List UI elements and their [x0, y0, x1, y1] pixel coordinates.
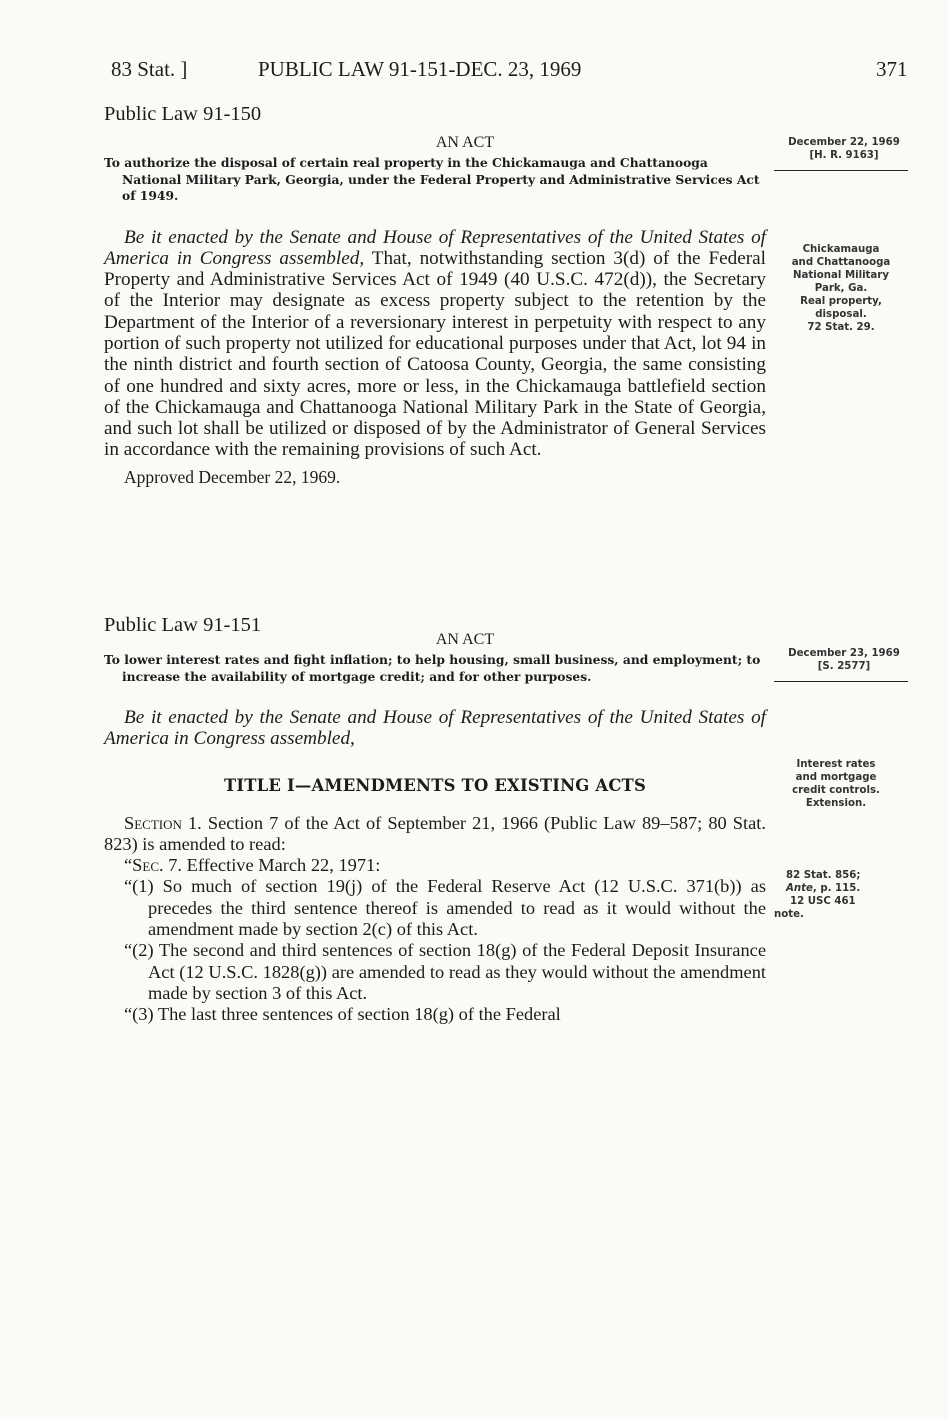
running-head: PUBLIC LAW 91-151-DEC. 23, 1969 [258, 57, 582, 81]
act-body-text: That, notwithstanding section 3(d) of the Federal Property and Administrative Services Act of 1949 (40 U.S.C. 472(d)), the Secretary of the Interior may designate as excess property subject to the retention by the Department of the Interior of a reversionary interest in perpetuity with respect to any portion of such property not utilized for educational purposes under that Act, lot 94 in the ninth district and fourth section of Catoosa County, Georgia, the same consisting of one hundred and sixty acres, more or less, in the Chickamauga battlefield section of the Chickamauga and Chattanooga National Military Park in the State of Georgia, and such lot shall be utilized or disposed of by the Administrator of General Services in accordance with the remaining provisions of such Act. [104, 247, 767, 461]
volume-citation: 83 Stat. ] [111, 57, 188, 81]
law-91-150 [104, 103, 766, 488]
paragraph-1: “(1) So much of section 19(j) of the Federal Reserve Act (12 U.S.C. 371(b)) as precedes the third sentence thereof is amended to read as it would without the amendment made by section 2(c) of this Act. [124, 876, 766, 940]
law-title: Public Law 91-150 [104, 103, 262, 125]
sec-7: “Sec. 7. Effective March 22, 1971: [124, 855, 381, 876]
act-heading: AN ACT [435, 631, 495, 648]
act-heading: AN ACT [435, 134, 495, 151]
enacting-clause: Be it enacted by the Senate and House of Representatives of the United States of America in Congress assembled, [104, 226, 766, 269]
margin-notes-3: 82 Stat. 856; Ante, p. 115. 12 USC 461 note. [774, 870, 861, 920]
margin-date-2: December 23, 1969 [S. 2577] [788, 648, 900, 672]
page-number: 371 [876, 57, 908, 81]
section-1: Section 1. Section 7 of the Act of September 21, 1966 (Public Law 89–587; 80 Stat. 823) is amended to read: [104, 812, 766, 854]
law-91-151 [104, 614, 766, 1026]
act-purpose: To lower interest rates and fight inflation; to help housing, small business, and employment; to increase the availability of mortgage credit; and for other purposes. [104, 652, 761, 684]
law-title: Public Law 91-151 [104, 614, 262, 636]
margin-rule [774, 170, 908, 171]
act-body [104, 227, 766, 461]
paragraph-3: “(3) The last three sentences of section 18(g) of the Federal [124, 1004, 561, 1025]
margin-notes-1: Chickamauga and Chattanooga National Military Park, Ga. Real property, disposal. 72 Stat. 29. [791, 244, 891, 333]
title-heading: TITLE I—AMENDMENTS TO EXISTING ACTS [224, 775, 646, 795]
margin-rule [774, 681, 908, 682]
margin-date-1: December 22, 1969 [H. R. 9163] [788, 137, 900, 161]
approval-date: Approved December 22, 1969. [124, 466, 341, 487]
margin-notes-2: Interest rates and mortgage credit controls. Extension. [792, 759, 880, 809]
act-purpose: To authorize the disposal of certain real property in the Chickamauga and Chattanooga National Military Park, Georgia, under the Federal Property and Administrative Services Act of 1949. [104, 155, 760, 203]
enacting-clause: Be it enacted by the Senate and House of Representatives of the United States of America in Congress assembled, [104, 707, 766, 750]
paragraph-2: “(2) The second and third sentences of section 18(g) of the Federal Deposit Insurance Act (12 U.S.C. 1828(g)) are amended to read as they would without the amendment made by section 3 of this Act. [124, 940, 766, 1003]
